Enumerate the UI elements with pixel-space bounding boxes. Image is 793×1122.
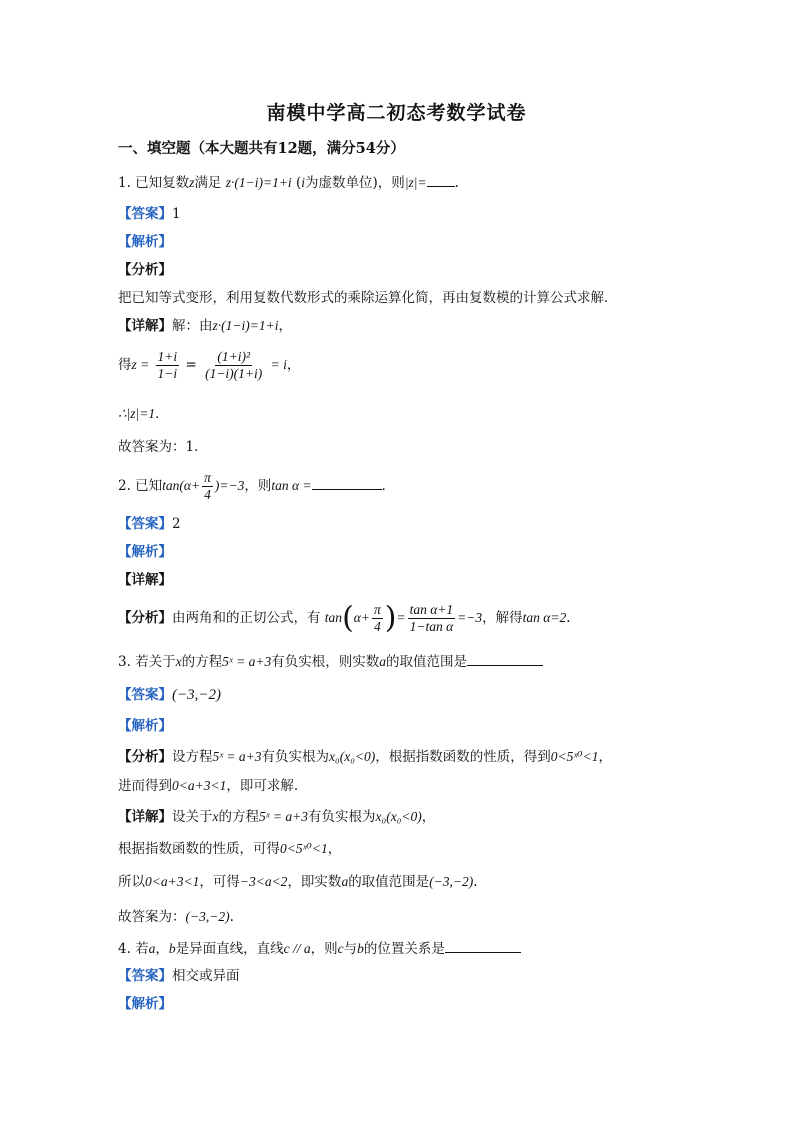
q1-therefore: ∴|z|=1． xyxy=(118,406,169,422)
q3-detail: 【详解】设关于x的方程5ˣ = a+3有负实根为x₀(x₀<0)， xyxy=(118,809,436,825)
q4-answer: 【答案】相交或异面 xyxy=(118,968,240,984)
answer-blank xyxy=(312,477,382,490)
answer-blank xyxy=(445,940,521,953)
q1-derivation: 得z = $\frac{1+i}{1-i}$ = $\frac{\text{(1+i)²}}{(1-i)(1+i)}$ = i， xyxy=(118,349,301,381)
q3-conclusion: 所以0<a+3<1，可得−3<a<2，即实数a的取值范围是(−3,−2). xyxy=(118,874,478,890)
q3-answer: 【答案】(−3,−2) xyxy=(118,687,221,703)
q1-fenxi-tag: 【分析】 xyxy=(118,262,172,278)
q2-answer: 【答案】2 xyxy=(118,516,181,532)
q1-detail: 【详解】解：由z·(1−i)=1+i， xyxy=(118,318,292,334)
q2-detail-tag: 【详解】 xyxy=(118,572,172,588)
answer-blank xyxy=(467,653,543,666)
q3-property: 根据指数函数的性质，可得0<5ˣ⁰<1， xyxy=(118,841,342,857)
q3-fenxi: 【分析】设方程5ˣ = a+3有负实根为x₀(x₀<0)，根据指数函数的性质，得到0<5ˣ⁰<1， xyxy=(118,749,612,765)
question-1: 1. 已知复数z满足 z·(1−i)=1+i (i为虚数单位)，则|z|= . xyxy=(118,175,459,191)
q1-answer: 【答案】1 xyxy=(118,206,181,222)
question-3: 3. 若关于x的方程5ˣ = a+3有负实根，则实数a的取值范围是 xyxy=(118,653,543,671)
q2-analysis-tag: 【解析】 xyxy=(118,544,172,560)
q1-fenxi-text: 把已知等式变形，利用复数代数形式的乘除运算化简，再由复数模的计算公式求解． xyxy=(118,290,618,306)
page-title: 南模中学高二初态考数学试卷 xyxy=(266,102,527,124)
fraction: $\frac{\pi}{4}$ xyxy=(204,470,211,502)
q3-fenxi-cont: 进而得到0<a+3<1，即可求解. xyxy=(118,778,299,794)
q4-analysis-tag: 【解析】 xyxy=(118,996,172,1012)
section-heading: 一、填空题（本大题共有12题，满分54分） xyxy=(118,140,405,157)
fraction: $\frac{1+i}{1-i}$ xyxy=(157,349,178,381)
q3-analysis-tag: 【解析】 xyxy=(118,718,172,734)
q2-fenxi: 【分析】由两角和的正切公式，有 tan(α+ $\frac{\pi}{4}$ )= $\frac{\text{tan α+1}}{\text{1−tan α}}$ =−3，解得tan α=2. xyxy=(118,600,571,636)
q1-analysis-tag: 【解析】 xyxy=(118,234,172,250)
fraction: $\frac{\pi}{4}$ xyxy=(373,602,381,634)
fraction: $\frac{\text{(1+i)²}}{(1-i)(1+i)}$ xyxy=(205,349,263,381)
fraction: $\frac{\text{tan α+1}}{\text{1−tan α}}$ xyxy=(409,602,454,634)
q1-final: 故答案为：1． xyxy=(118,439,208,455)
question-2: 2. 已知tan(α+ $\frac{\pi}{4}$ )=−3，则tan α = ． xyxy=(118,470,396,502)
q3-final: 故答案为：(−3,−2). xyxy=(118,909,234,925)
question-4: 4. 若a，b是异面直线，直线c // a，则c与b的位置关系是 xyxy=(118,940,521,958)
answer-blank xyxy=(427,174,455,187)
